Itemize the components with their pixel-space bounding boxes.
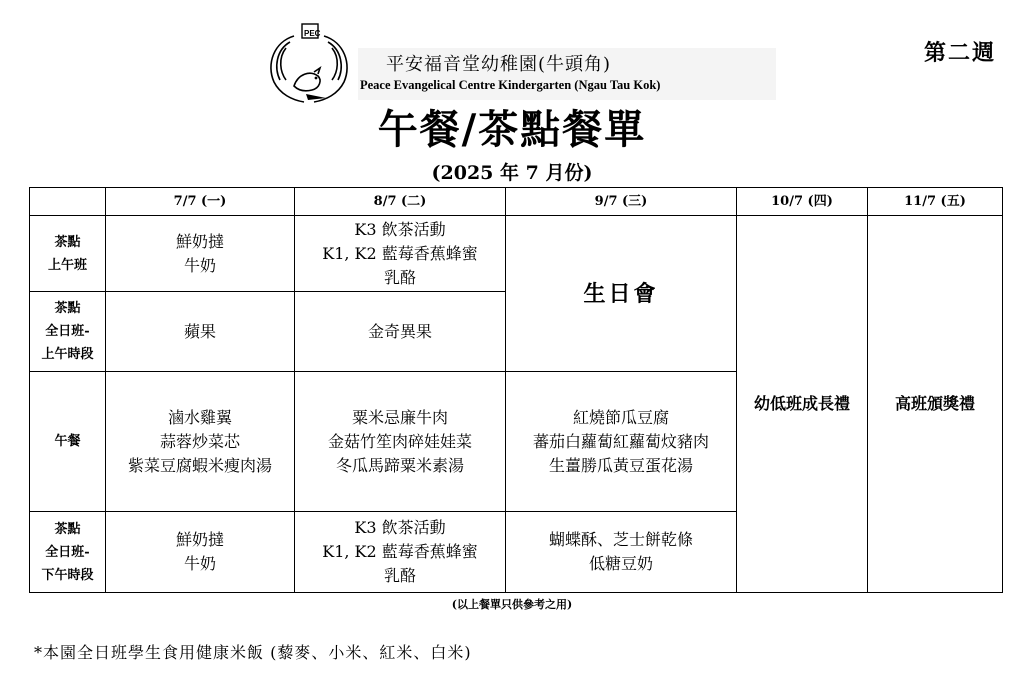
- page-subtitle: (2025 年 7 月份): [431, 162, 593, 184]
- birthday-party-cell: 生日會: [506, 216, 737, 372]
- menu-cell: 鮮奶撻 牛奶: [106, 216, 295, 292]
- school-logo: [264, 22, 354, 106]
- page-title: 午餐/茶點餐單: [377, 106, 647, 153]
- menu-cell: K3 飲茶活動 K1, K2 藍莓香蕉蜂蜜 乳酪: [295, 216, 506, 292]
- logo-text: PEC: [304, 29, 321, 38]
- corner-cell: [30, 188, 106, 216]
- menu-cell: 蘋果: [106, 292, 295, 372]
- menu-cell: 滷水雞翼 蒜蓉炒菜芯 紫菜豆腐蝦米瘦肉湯: [106, 372, 295, 512]
- day-header: 11/7 (五): [868, 188, 1003, 216]
- slot-label: 午餐: [30, 372, 106, 512]
- table-row: [30, 216, 1003, 292]
- event-cell: 幼低班成長禮: [737, 216, 868, 593]
- day-header: 10/7 (四): [737, 188, 868, 216]
- slot-label: 茶點 全日班- 下午時段: [30, 512, 106, 593]
- day-header: 8/7 (二): [295, 188, 506, 216]
- menu-cell: 蝴蝶酥、芝士餅乾條 低糖豆奶: [506, 512, 737, 593]
- menu-cell: K3 飲茶活動 K1, K2 藍莓香蕉蜂蜜 乳酪: [295, 512, 506, 593]
- menu-cell: 紅燒節瓜豆腐 蕃茄白蘿蔔紅蘿蔔炆豬肉 生薑勝瓜黃豆蛋花湯: [506, 372, 737, 512]
- day-header: 7/7 (一): [106, 188, 295, 216]
- header-row: [30, 188, 1003, 216]
- menu-cell: 鮮奶撻 牛奶: [106, 512, 295, 593]
- week-label: 第二週: [923, 40, 996, 66]
- slot-label: 茶點 全日班- 上午時段: [30, 292, 106, 372]
- menu-table: [29, 187, 1003, 593]
- menu-cell: 粟米忌廉牛肉 金菇竹笙肉碎娃娃菜 冬瓜馬蹄粟米素湯: [295, 372, 506, 512]
- footer-note: *本園全日班學生食用健康米飯 (藜麥、小米、紅米、白米): [34, 643, 472, 662]
- day-header: 9/7 (三): [506, 188, 737, 216]
- event-cell: 高班頒獎禮: [868, 216, 1003, 593]
- menu-cell: 金奇異果: [295, 292, 506, 372]
- reference-note: (以上餐單只供參考之用): [451, 598, 573, 611]
- slot-label: 茶點 上午班: [30, 216, 106, 292]
- school-name-english: Peace Evangelical Centre Kindergarten (Ngau Tau Kok): [360, 78, 661, 92]
- school-name-chinese: 平安福音堂幼稚園(牛頭角): [386, 54, 612, 75]
